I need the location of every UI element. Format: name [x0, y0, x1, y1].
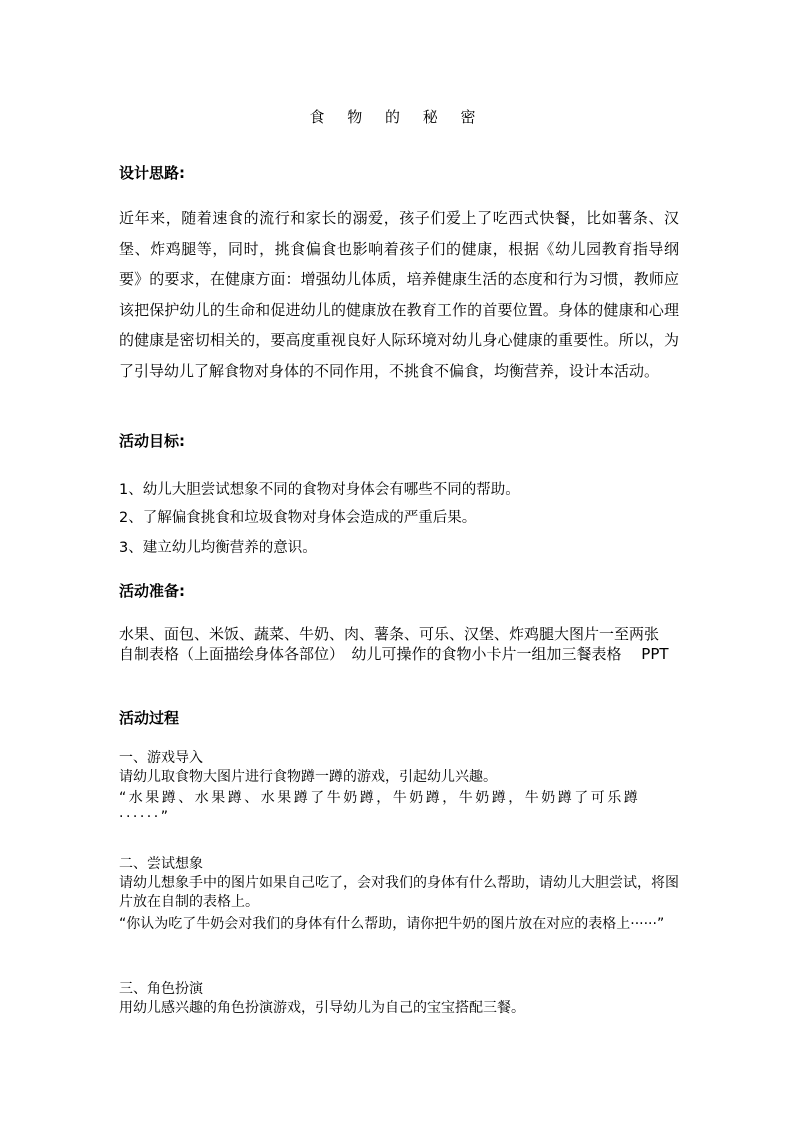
- goal-item-3: 3、建立幼儿均衡营养的意识。: [119, 540, 317, 556]
- step-3-text: 用幼儿感兴趣的角色扮演游戏，引导幼儿为自己的宝宝搭配三餐。: [119, 1000, 525, 1016]
- prep-body: 水果、面包、米饭、蔬菜、牛奶、肉、薯条、可乐、汉堡、炸鸡腿大图片一至两张 自制表格（上面描绘身体各部位） 幼儿可操作的食物小卡片一组加三餐表格 PPT: [119, 625, 690, 663]
- goals-heading: 活动目标:: [119, 432, 185, 450]
- design-body: 近年来，随着速食的流行和家长的溺爱，孩子们爱上了吃西式快餐，比如薯条、汉堡、炸鸡腿等，同时，挑食偏食也影响着孩子们的健康，根据《幼儿园教育指导纲要》的要求，在健康方面：增强幼儿体质，培养健康生活的态度和行为习惯，教师应该把保护幼儿的生命和促进幼儿的健康放在教育工作的首要位置。身体的健康和心理的健康是密切相关的，要高度重视良好人际环境对幼儿身心健康的重要性。所以，为了引导幼儿了解食物对身体的不同作用，不挑食不偏食，均衡营养，设计本活动。: [119, 209, 679, 380]
- step-1-title: 一、游戏导入: [119, 750, 203, 766]
- step-1-quote: “水果蹲、水果蹲、水果蹲了牛奶蹲，牛奶蹲，牛奶蹲，牛奶蹲了可乐蹲······”: [119, 790, 641, 825]
- step-2-text: 请幼儿想象手中的图片如果自己吃了，会对我们的身体有什么帮助，请幼儿大胆尝试，将图片放在自制的表格上。: [119, 875, 679, 910]
- design-heading: 设计思路:: [119, 164, 185, 182]
- process-heading: 活动过程: [119, 709, 180, 727]
- step-3-title: 三、角色扮演: [119, 981, 203, 997]
- step-2-quote: “你认为吃了牛奶会对我们的身体有什么帮助，请你把牛奶的图片放在对应的表格上······”: [119, 916, 665, 932]
- prep-heading: 活动准备:: [119, 582, 185, 600]
- goal-item-1: 1、幼儿大胆尝试想象不同的食物对身体会有哪些不同的帮助。: [119, 482, 520, 498]
- goal-item-2: 2、了解偏食挑食和垃圾食物对身体会造成的严重后果。: [119, 510, 477, 526]
- document-title: 食 物 的 秘 密: [309, 108, 485, 126]
- step-2-title: 二、尝试想象: [119, 856, 203, 872]
- step-1-text: 请幼儿取食物大图片进行食物蹲一蹲的游戏，引起幼儿兴趣。: [119, 769, 497, 785]
